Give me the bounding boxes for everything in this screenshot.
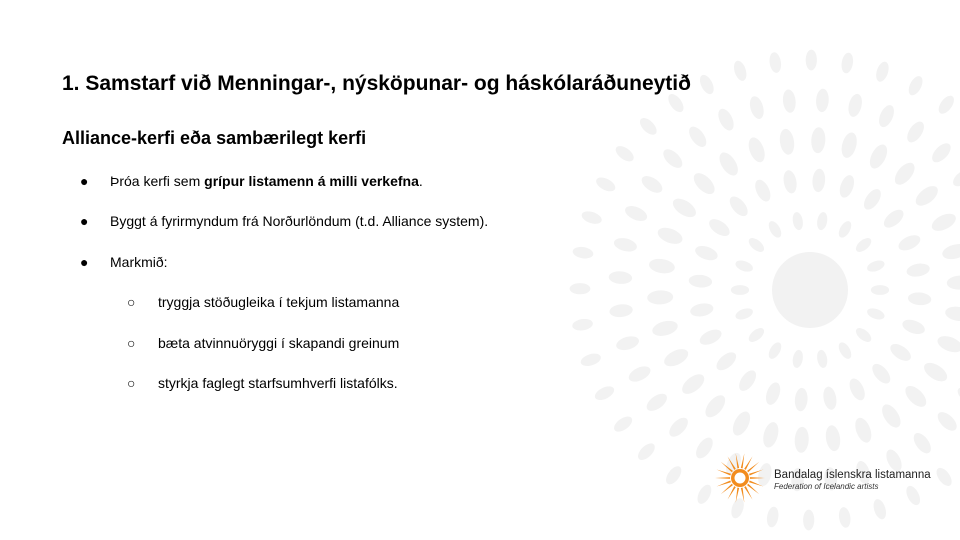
watermark-dot xyxy=(715,106,737,133)
logo-ray xyxy=(715,477,730,479)
watermark-dot xyxy=(853,325,873,344)
watermark-dot xyxy=(688,274,712,288)
watermark-dot xyxy=(626,363,653,385)
watermark-dot xyxy=(836,219,854,240)
watermark-dot xyxy=(639,173,665,196)
watermark-dot xyxy=(853,235,873,254)
logo-ray xyxy=(717,469,731,475)
watermark-dot xyxy=(921,359,950,385)
watermark-dot xyxy=(933,465,954,488)
watermark-dot xyxy=(866,142,890,172)
watermark-dot xyxy=(655,225,684,247)
watermark-dot xyxy=(761,420,781,449)
watermark-dot xyxy=(689,302,714,319)
watermark-dot xyxy=(768,51,782,73)
watermark-dot xyxy=(929,210,959,234)
watermark-dot xyxy=(869,361,894,387)
list-item-text: Þróa kerfi sem xyxy=(110,173,205,189)
watermark-dot xyxy=(955,384,960,407)
watermark-dot xyxy=(907,292,931,306)
watermark-dot xyxy=(811,127,826,154)
watermark-dot xyxy=(679,370,708,397)
bullet-icon: ● xyxy=(80,254,89,270)
sub-bullet-icon: ○ xyxy=(127,375,136,391)
watermark-dot xyxy=(791,349,804,369)
watermark-dot xyxy=(852,416,874,445)
watermark-dot xyxy=(837,173,857,199)
sub-bullet-icon: ○ xyxy=(127,294,136,310)
logo-tagline: Federation of Icelandic artists xyxy=(774,482,879,491)
list-item-text: . xyxy=(418,173,423,189)
watermark-dot xyxy=(904,484,923,508)
watermark-dot xyxy=(693,435,716,461)
watermark-dot xyxy=(906,262,931,279)
watermark-dot xyxy=(706,216,732,240)
watermark-dot xyxy=(902,382,930,410)
watermark-dot xyxy=(697,73,716,97)
logo-ray xyxy=(741,453,745,468)
watermark-dot xyxy=(778,128,796,156)
watermark-center xyxy=(772,252,848,328)
watermark-dot xyxy=(697,326,724,347)
watermark-dot xyxy=(846,93,864,119)
logo-ray xyxy=(749,481,763,487)
watermark-dot xyxy=(803,510,814,531)
logo-ray xyxy=(736,453,740,468)
watermark-dot xyxy=(647,290,674,305)
watermark-dot xyxy=(824,424,842,452)
watermark-dot xyxy=(572,245,594,259)
watermark-dot xyxy=(763,380,783,406)
watermark-dot xyxy=(782,89,797,114)
watermark-dot xyxy=(690,169,718,197)
watermark-dot xyxy=(816,349,829,369)
list-item: Byggt á fyrirmyndum frá Norðurlöndum (t.d. Alliance system). xyxy=(110,213,489,229)
watermark-dot xyxy=(635,440,658,463)
watermark-dot xyxy=(611,413,634,434)
list-item: Markmið: xyxy=(110,254,168,270)
watermark-dot xyxy=(736,367,760,393)
watermark-dot xyxy=(702,392,729,421)
watermark-dot xyxy=(806,50,817,71)
watermark-dot xyxy=(713,349,739,374)
watermark-dot xyxy=(693,243,719,263)
watermark-dot xyxy=(746,235,766,254)
watermark-dot xyxy=(782,169,799,194)
watermark-dot xyxy=(876,103,897,129)
watermark-dot xyxy=(910,430,934,456)
watermark-dot xyxy=(871,498,888,521)
watermark-dot xyxy=(666,414,691,440)
watermark-dot xyxy=(752,177,773,204)
watermark-dot xyxy=(644,390,670,414)
watermark-dot xyxy=(934,409,960,434)
watermark-dot xyxy=(746,135,768,164)
watermark-dot xyxy=(623,203,649,224)
watermark-dot xyxy=(891,159,918,188)
bullet-icon: ● xyxy=(80,213,89,229)
watermark-dot xyxy=(663,464,684,487)
logo-ray xyxy=(741,488,745,503)
watermark-dot xyxy=(726,193,751,219)
logo-name: Bandalag íslenskra listamanna xyxy=(774,469,931,481)
watermark-dot xyxy=(944,305,960,323)
watermark-dot xyxy=(579,351,602,368)
watermark-dot xyxy=(732,59,749,82)
watermark-dot xyxy=(608,271,632,285)
watermark-dot xyxy=(670,195,699,221)
watermark-dot xyxy=(570,283,591,294)
watermark-dot xyxy=(861,186,885,212)
watermark-dot xyxy=(765,506,779,528)
watermark-dot xyxy=(609,303,634,318)
page-title: 1. Samstarf við Menningar-, nýsköpunar- og háskólaráðuneytið xyxy=(62,72,691,95)
section-subtitle: Alliance-kerfi eða sambærilegt kerfi xyxy=(62,128,367,148)
watermark-dot xyxy=(936,93,957,116)
watermark-dot xyxy=(871,285,889,295)
logo-ray xyxy=(749,469,763,475)
watermark-dot xyxy=(887,341,913,365)
watermark-dot xyxy=(840,52,854,74)
watermark-dot xyxy=(822,386,839,411)
watermark-dot xyxy=(946,275,960,290)
watermark-dot xyxy=(686,124,710,150)
sub-list-item: tryggja stöðugleika í tekjum listamanna xyxy=(158,294,400,310)
watermark-dot xyxy=(716,149,742,178)
sunburst-icon xyxy=(714,452,766,504)
watermark-dot xyxy=(815,88,829,112)
watermark-dot xyxy=(613,143,636,164)
watermark-dot xyxy=(766,219,784,240)
sub-list-item: styrkja faglegt starfsumhverfi listafólks. xyxy=(158,375,398,391)
watermark-dot xyxy=(661,346,691,370)
watermark-dot xyxy=(613,236,639,254)
logo-ray xyxy=(750,477,765,479)
watermark-dot xyxy=(836,340,854,361)
watermark-dot xyxy=(912,182,941,209)
watermark-dot xyxy=(648,257,676,275)
list-item xyxy=(110,173,423,189)
watermark-dot xyxy=(838,506,852,528)
watermark-dot xyxy=(571,318,593,332)
watermark-dot xyxy=(866,258,886,273)
watermark-dot xyxy=(878,401,904,430)
watermark-dot xyxy=(906,74,925,98)
watermark-dot xyxy=(929,140,954,166)
watermark-dot xyxy=(734,306,754,321)
watermark-dot xyxy=(637,115,660,138)
watermark-dot xyxy=(904,119,927,145)
watermark-dot xyxy=(651,318,680,338)
watermark-dot xyxy=(900,317,926,337)
watermark-dot xyxy=(794,426,809,453)
watermark-dot xyxy=(839,131,859,160)
watermark-dot xyxy=(734,258,754,273)
watermark-dot xyxy=(941,242,960,262)
watermark-dot xyxy=(660,146,686,171)
watermark-dot xyxy=(615,334,641,353)
watermark-dot xyxy=(812,168,826,192)
watermark-dot xyxy=(846,376,867,403)
watermark-dot xyxy=(896,232,923,253)
sub-list-item: bæta atvinnuöryggi í skapandi greinum xyxy=(158,335,400,351)
watermark-dot xyxy=(866,306,886,321)
watermark-dot xyxy=(794,387,808,411)
logo-ray xyxy=(736,488,740,503)
watermark-dot xyxy=(593,384,617,403)
watermark-dot xyxy=(791,211,804,231)
watermark-dot xyxy=(881,206,907,231)
watermark-dot xyxy=(729,409,753,439)
sub-bullet-icon: ○ xyxy=(127,335,136,351)
logo-ray xyxy=(717,481,731,487)
watermark-dot xyxy=(816,211,829,231)
watermark-dot xyxy=(695,482,714,506)
watermark-dot xyxy=(580,209,603,226)
watermark-dot xyxy=(935,333,960,355)
watermark-dot xyxy=(766,340,784,361)
watermark-dot xyxy=(746,325,766,344)
list-item-emphasis: grípur listamenn á milli verkefna xyxy=(204,173,419,189)
watermark-dot xyxy=(950,166,960,190)
watermark-dot xyxy=(874,60,891,83)
watermark-dot xyxy=(594,175,618,194)
watermark-dot xyxy=(731,285,749,295)
bullet-icon: ● xyxy=(80,173,89,189)
watermark-dot xyxy=(747,95,766,121)
